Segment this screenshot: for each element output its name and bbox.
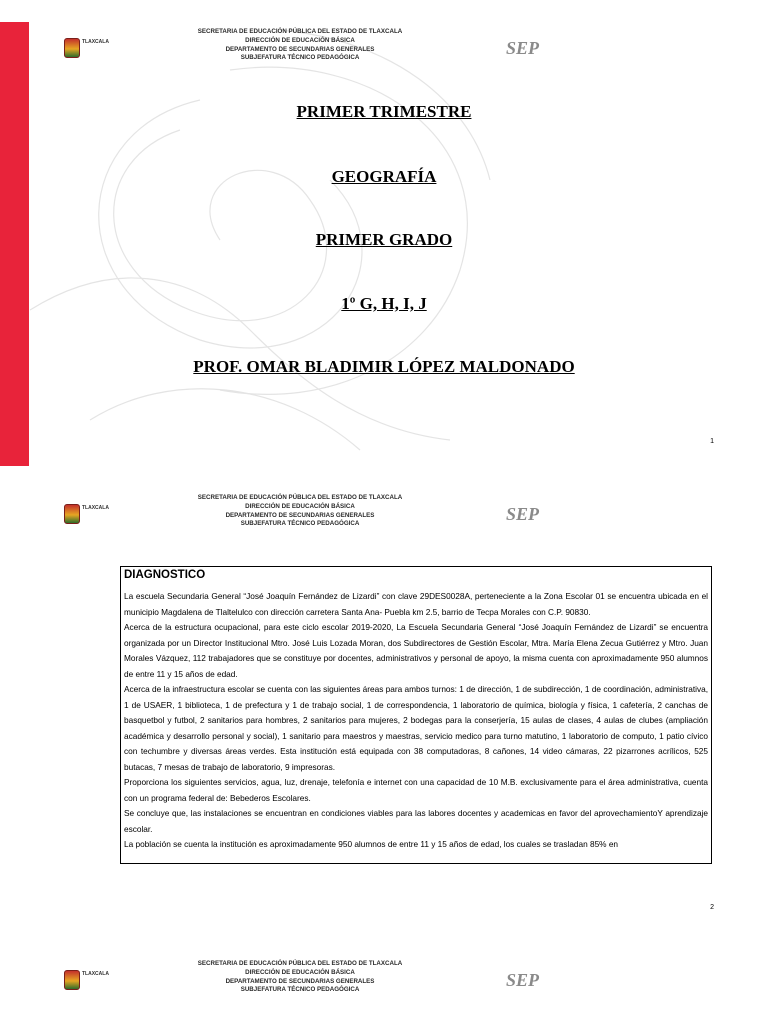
letterhead-text — [190, 28, 410, 63]
page-number: 1 — [710, 438, 714, 445]
diagnostic-paragraph: Acerca de la infraestructura escolar se cuenta con las siguientes áreas para ambos turnos: 1 de dirección, 1 de subdirección, 1 de coordinación, administrativa, 1 de USAER, 1 biblioteca, 1 de prefectura y 1 de trabajo social, 1 de correspondencia, 1 laboratorio de química, biología y física, 1 cafetería, 2 canchas de basquetbol y futbol, 2 sanitarios para hombres, 2 sanitarios para mujeres, 2 bodegas para la conserjería, 15 aulas de clases, 4 aulas de clubes (ampliación académica y desarrollo personal y social), 1 sanitario para maestros y maestras, servicio medico para turno matutino, 1 laboratorio de computo, 1 patio cívico con techumbre y diversas áreas verdes. Esta institución está equipada con 38 computadoras, 8 cañones, 14 video cámaras, 22 pizarrones acrílicos, 525 butacas, 7 mesas de trabajo de laboratorio, 9 impresoras. — [124, 684, 708, 772]
title-grade: PRIMER GRADO — [315, 230, 453, 249]
document-page-3 — [0, 932, 768, 1024]
letterhead-text — [190, 960, 410, 995]
page-number: 2 — [710, 904, 714, 911]
document-page-1 — [0, 0, 768, 466]
sep-logo-icon — [505, 35, 540, 61]
sep-logo-icon — [505, 967, 540, 993]
sep-logo-text: SEP — [506, 38, 540, 58]
title-trimester: PRIMER TRIMESTRE — [296, 102, 472, 121]
letterhead-line: SUBJEFATURA TÉCNICO PEDAGÓGICA — [240, 54, 360, 62]
letterhead — [0, 0, 768, 90]
diagnostic-paragraph: Proporciona los siguientes servicios, agua, luz, drenaje, telefonía e internet con una capacidad de 10 M.B. exclusivamente para el área administrativa, cuenta con un programa federal de: Bebederos Escolares. — [124, 777, 708, 803]
tlaxcala-seal-icon — [64, 504, 80, 524]
letterhead-line: DEPARTAMENTO DE SECUNDARIAS GENERALES — [225, 977, 375, 985]
letterhead — [0, 466, 768, 556]
title-groups: 1º G, H, I, J — [341, 294, 427, 313]
letterhead-line: SECRETARIA DE EDUCACIÓN PÚBLICA DEL ESTADO DE TLAXCALA — [197, 494, 403, 501]
letterhead-line: DIRECCIÓN DE EDUCACIÓN BÁSICA — [245, 36, 355, 44]
seal-caption: TLAXCALA — [82, 971, 109, 977]
letterhead-line: DIRECCIÓN DE EDUCACIÓN BÁSICA — [245, 968, 355, 976]
letterhead — [0, 932, 768, 1022]
sep-logo-text: SEP — [506, 504, 540, 524]
letterhead-line: DIRECCIÓN DE EDUCACIÓN BÁSICA — [245, 502, 355, 510]
sep-logo-icon — [505, 501, 540, 527]
sep-logo-text: SEP — [506, 970, 540, 990]
diagnostic-box — [120, 566, 712, 864]
seal-caption: TLAXCALA — [82, 505, 109, 511]
diagnostic-paragraph: La escuela Secundaria General “José Joaquín Fernández de Lizardi” con clave 29DES0028A, perteneciente a la Zona Escolar 01 se encuentra ubicada en el municipio Magdalena de Tlaltelulco con dirección carretera Santa Ana- Puebla km 2.5, barrio de Tecpa Morales con C.P. 90830. — [124, 591, 708, 617]
letterhead-text — [190, 494, 410, 529]
seal-caption: TLAXCALA — [82, 39, 109, 45]
letterhead-line: DEPARTAMENTO DE SECUNDARIAS GENERALES — [225, 45, 375, 53]
diagnostic-title: DIAGNOSTICO — [124, 569, 206, 581]
letterhead-line: SECRETARIA DE EDUCACIÓN PÚBLICA DEL ESTADO DE TLAXCALA — [197, 28, 403, 35]
diagnostic-paragraph: Se concluye que, las instalaciones se encuentran en condiciones viables para las labores docentes y academicas en favor del aprovechamientoY aprendizaje escolar. — [124, 808, 708, 834]
document-page-2 — [0, 466, 768, 932]
letterhead-line: DEPARTAMENTO DE SECUNDARIAS GENERALES — [225, 511, 375, 519]
diagnostic-paragraph: La población se cuenta la institución es aproximadamente 950 alumnos de entre 11 y 15 años de edad, los cuales se trasladan 85% en — [124, 839, 619, 849]
letterhead-line: SECRETARIA DE EDUCACIÓN PÚBLICA DEL ESTADO DE TLAXCALA — [197, 960, 403, 967]
title-teacher: PROF. OMAR BLADIMIR LÓPEZ MALDONADO — [193, 357, 575, 376]
letterhead-line: SUBJEFATURA TÉCNICO PEDAGÓGICA — [240, 986, 360, 994]
letterhead-line: SUBJEFATURA TÉCNICO PEDAGÓGICA — [240, 520, 360, 528]
title-subject: GEOGRAFÍA — [331, 167, 437, 186]
tlaxcala-seal-icon — [64, 38, 80, 58]
diagnostic-paragraph: Acerca de la estructura ocupacional, para este ciclo escolar 2019-2020, La Escuela Secundaria General “José Joaquín Fernández de Lizardi” se encuentra organizada por un Director Institucional Mtro. José Luis Lozada Moran, dos Subdirectores de Gestión Escolar, Mtra. María Elena Zecua Gutiérrez y Mtro. Juan Morales Vázquez, 112 trabajadores que se constituye por docentes, administrativos y personal de apoyo, la misma cuenta con aproximadamente 950 alumnos de entre 11 y 15 años de edad. — [124, 622, 708, 679]
tlaxcala-seal-icon — [64, 970, 80, 990]
